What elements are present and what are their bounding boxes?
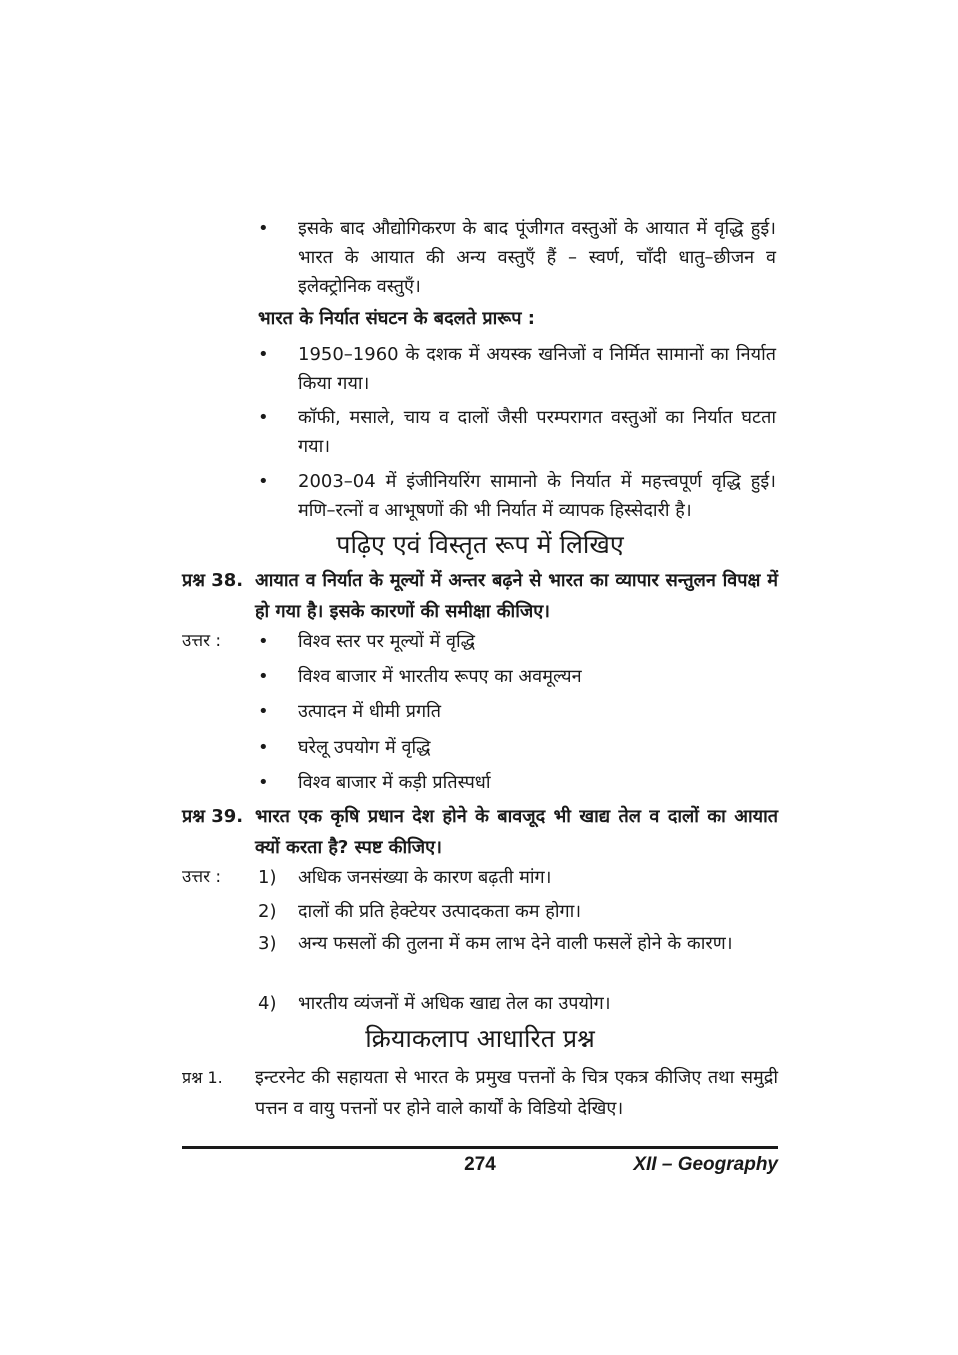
answer-numbered-item bbox=[258, 929, 778, 989]
export-bullet bbox=[258, 403, 778, 463]
bullet-text: कॉफी, मसाले, चाय व दालों जैसी परम्परागत वस्तुओं का निर्यात घटता गया। bbox=[298, 407, 776, 457]
answer-bullet bbox=[258, 733, 778, 763]
item-number: 1) bbox=[258, 867, 277, 888]
bullet-symbol: • bbox=[258, 344, 269, 365]
bullet-symbol: • bbox=[258, 631, 269, 652]
page-number: 274 bbox=[464, 1154, 496, 1175]
bullet-symbol: • bbox=[258, 471, 269, 492]
item-text: अधिक जनसंख्या के कारण बढ़ती मांग। bbox=[298, 867, 552, 888]
bullet-symbol: • bbox=[258, 772, 269, 793]
item-text: दालों की प्रति हेक्टेयर उत्पादकता कम होगा। bbox=[298, 901, 582, 922]
answer-bullet bbox=[258, 662, 778, 692]
bullet-text: इसके बाद औद्योगिकरण के बाद पूंजीगत वस्तुओं के आयात में वृद्धि हुई। भारत के आयात की अन्य वस्तुएँ हैं – स्वर्ण, चाँदी धातु–छीजन व इलेक्ट्रोनिक वस्तुएँ। bbox=[298, 218, 776, 297]
item-number: 3) bbox=[258, 933, 277, 954]
bullet-text: घरेलू उपयोग में वृद्धि bbox=[298, 737, 431, 758]
bullet-symbol: • bbox=[258, 407, 269, 428]
item-number: 4) bbox=[258, 993, 277, 1014]
export-bullet bbox=[258, 467, 778, 527]
footer-subject-label: XII – Geography bbox=[633, 1154, 778, 1175]
bullet-symbol: • bbox=[258, 701, 269, 722]
bullet-text: विश्व बाजार में कड़ी प्रतिस्पर्धा bbox=[298, 772, 491, 793]
question-label: प्रश्न 39. bbox=[182, 806, 244, 827]
export-heading: भारत के निर्यात संघटन के बदलते प्रारूप : bbox=[258, 308, 535, 329]
section-title-activity: क्रियाकलाप आधारित प्रश्न bbox=[365, 1024, 595, 1053]
bullet-symbol: • bbox=[258, 218, 269, 239]
question-text: भारत एक कृषि प्रधान देश होने के बावजूद भी खाद्य तेल व दालों का आयात क्यों करता है? स्पष्ट कीजिए। bbox=[255, 806, 778, 858]
item-text: भारतीय व्यंजनों में अधिक खाद्य तेल का उपयोग। bbox=[298, 993, 611, 1014]
intro-bullet bbox=[258, 214, 778, 304]
section-title-read-write: पढ़िए एवं विस्तृत रूप में लिखिए bbox=[336, 530, 624, 559]
question-39 bbox=[182, 801, 778, 863]
bullet-text: 2003–04 में इंजीनियरिंग सामानो के निर्यात में महत्त्वपूर्ण वृद्धि हुई। मणि–रत्नों व आभूषणों की भी निर्यात में व्यापक हिस्सेदारी है। bbox=[298, 471, 776, 521]
answer-numbered-item bbox=[258, 989, 778, 1019]
question-38 bbox=[182, 565, 778, 627]
bullet-symbol: • bbox=[258, 737, 269, 758]
bullet-text: विश्व स्तर पर मूल्यों में वृद्धि bbox=[298, 631, 476, 652]
answer-numbered-item bbox=[258, 897, 778, 927]
question-label: प्रश्न 1. bbox=[182, 1068, 223, 1087]
bullet-text: विश्व बाजार में भारतीय रूपए का अवमूल्यन bbox=[298, 666, 582, 687]
item-number: 2) bbox=[258, 901, 277, 922]
answer-bullet bbox=[258, 768, 778, 798]
footer-rule bbox=[182, 1146, 778, 1149]
item-text: अन्य फसलों की तुलना में कम लाभ देने वाली फसलें होने के कारण। bbox=[298, 933, 733, 954]
answer-bullet bbox=[258, 627, 778, 657]
answer-label: उत्तर : bbox=[182, 867, 222, 887]
answer-numbered-item bbox=[258, 863, 778, 893]
export-bullet bbox=[258, 340, 778, 400]
bullet-symbol: • bbox=[258, 666, 269, 687]
activity-question-1 bbox=[182, 1062, 778, 1124]
bullet-text: 1950–1960 के दशक में अयस्क खनिजों व निर्मित सामानों का निर्यात किया गया। bbox=[298, 344, 776, 394]
question-label: प्रश्न 38. bbox=[182, 570, 244, 591]
bullet-text: उत्पादन में धीमी प्रगति bbox=[298, 701, 442, 722]
answer-bullet bbox=[258, 697, 778, 727]
question-text: आयात व निर्यात के मूल्यों में अन्तर बढ़ने से भारत का व्यापार सन्तुलन विपक्ष में हो गया है। इसके कारणों की समीक्षा कीजिए। bbox=[255, 570, 778, 622]
answer-label: उत्तर : bbox=[182, 631, 222, 651]
question-text: इन्टरनेट की सहायता से भारत के प्रमुख पत्तनों के चित्र एकत्र कीजिए तथा समुद्री पत्तन व वायु पत्तनों पर होने वाले कार्यों के विडियो देखिए। bbox=[255, 1067, 778, 1119]
